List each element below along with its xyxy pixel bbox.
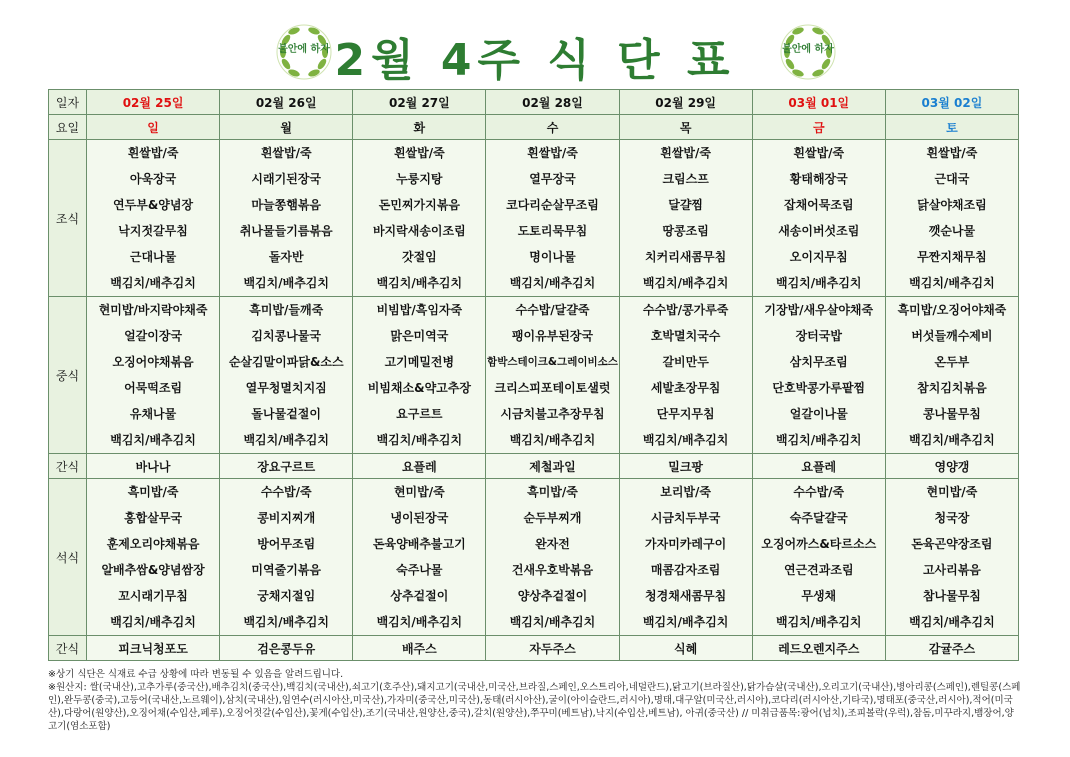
breakfast-cell	[486, 140, 619, 297]
menu-item: 백김치/배추김치	[376, 615, 463, 629]
menu-item: 고사리볶음	[922, 563, 981, 577]
menu-item: 온두부	[934, 355, 970, 369]
lunch-cell	[885, 297, 1018, 454]
menu-item: 흰쌀밥/죽	[527, 146, 578, 160]
menu-item: 열무청멸치지짐	[245, 381, 327, 395]
dinner-cell	[486, 479, 619, 636]
menu-item: 백김치/배추김치	[509, 433, 596, 447]
dinner-cell	[353, 479, 486, 636]
menu-item: 무짠지채무침	[917, 250, 987, 264]
date-cell: 02월 26일	[220, 90, 353, 115]
menu-item: 세발초장무침	[650, 381, 721, 395]
menu-item: 가자미카레구이	[645, 537, 727, 551]
menu-item: 백김치/배추김치	[642, 615, 729, 629]
menu-item: 백김치/배추김치	[642, 276, 729, 290]
menu-item: 백김치/배추김치	[642, 433, 729, 447]
snack1-cell: 영양갱	[885, 454, 1018, 479]
menu-item: 요구르트	[396, 407, 443, 421]
menu-item: 낙지젓갈무침	[118, 224, 188, 238]
date-cell: 03월 01일	[752, 90, 885, 115]
weekday-cell: 일	[87, 115, 220, 140]
menu-item: 시래기된장국	[251, 172, 321, 186]
menu-item: 얼갈이장국	[124, 329, 183, 343]
menu-item: 근대나물	[129, 250, 177, 264]
menu-table	[48, 89, 1019, 661]
menu-item: 오징어까스&타르소스	[761, 537, 877, 551]
menu-item: 흰쌀밥/죽	[793, 146, 845, 160]
menu-item: 장터국밥	[795, 329, 842, 343]
lunch-cell	[353, 297, 486, 454]
notes	[48, 668, 1023, 733]
menu-item: 돌나물겉절이	[251, 407, 321, 421]
menu-item: 백김치/배추김치	[243, 615, 329, 629]
page-title: 2월 4주 식 단 표	[334, 35, 736, 86]
menu-item: 시금치두부국	[650, 511, 721, 525]
menu-item: 백김치/배추김치	[776, 615, 862, 629]
dinner-cell	[619, 479, 752, 636]
breakfast-cell	[87, 140, 220, 297]
menu-item: 순두부찌개	[523, 511, 582, 525]
menu-item: 방어무조림	[257, 537, 316, 551]
breakfast-cell	[885, 140, 1018, 297]
breakfast-cell	[619, 140, 752, 297]
snack1-cell: 장요구르트	[220, 454, 353, 479]
menu-item: 백김치/배추김치	[110, 433, 196, 447]
note-line: ※원산지: 쌀(국내산),고추가루(중국산),배추김치(중국산),백김치(국내산),쇠고기(호주산),돼지고기(국내산,미국산,브라질,스페인,오스트리아,네덜란드),닭고기(브라질산),닭가슴살(국내산),오리고기(국내산),병아리콩(스페인),렌틸콩(스페인),완두콩(중국),고등어(국내산,노르웨이),삼치(국내산),임연수(러시아산,미국산),가자미(중국산,미국산),동태(러시아산),굴이(아이슬란드,러시아),명태,대구알(미국산,러시아),코다리(러시아산,기타국),명태포(중국산,러시아),적어(미국산),다랑어(원양산),오징어채(수입산,페루),오징어젓갈(수입산),꽃게(수입산),조기(국내산,원양산,중국),갈치(원양산),쭈꾸미(베트남),낙지(수입산,베트남), 아귀(중국산) // 미취급품목:광어(넙치),조피볼락(우럭),참돔,미꾸라지,뱀장어,양고기(염소포함)	[48, 682, 1021, 732]
menu-item: 명이나물	[529, 250, 576, 264]
snack2-cell: 자두주스	[486, 636, 619, 661]
snack1-cell: 제철과일	[486, 454, 619, 479]
row-label-day: 요일	[49, 115, 87, 140]
weekday-cell: 목	[619, 115, 752, 140]
row-label-lunch: 중식	[49, 297, 87, 454]
menu-item: 흰쌀밥/죽	[260, 146, 312, 160]
menu-item: 백김치/배추김치	[243, 433, 329, 447]
menu-item: 콩나물무침	[922, 407, 981, 421]
menu-item: 매콤감자조림	[650, 563, 721, 577]
menu-item: 오징어야채볶음	[112, 355, 194, 369]
menu-item: 도토리묵무침	[517, 224, 588, 238]
menu-item: 크리스피포테이토샐럿	[494, 381, 611, 395]
menu-item: 삼치무조림	[789, 355, 848, 369]
menu-item: 알배추쌈&양념쌈장	[101, 563, 205, 577]
weekday-cell: 화	[353, 115, 486, 140]
menu-item: 상추겉절이	[390, 589, 449, 603]
menu-item: 갈비만두	[662, 355, 709, 369]
snack1-cell: 요플레	[752, 454, 885, 479]
menu-item: 아욱장국	[129, 172, 177, 186]
menu-item: 수수밥/죽	[793, 485, 845, 499]
menu-item: 백김치/배추김치	[909, 433, 995, 447]
dinner-cell	[752, 479, 885, 636]
menu-item: 백김치/배추김치	[509, 276, 596, 290]
breakfast-cell	[752, 140, 885, 297]
date-cell: 02월 28일	[486, 90, 619, 115]
menu-item: 수수밥/달걀죽	[515, 303, 590, 317]
menu-item: 숙주나물	[396, 563, 443, 577]
dinner-cell	[885, 479, 1018, 636]
menu-item: 건새우호박볶음	[511, 563, 594, 577]
lunch-cell	[486, 297, 619, 454]
menu-item: 순살김말이파닭&소스	[228, 355, 344, 369]
menu-item: 미역줄기볶음	[251, 563, 321, 577]
menu-item: 단호박콩가루팥찜	[772, 381, 866, 395]
menu-item: 얼갈이나물	[789, 407, 848, 421]
menu-item: 새송이버섯조림	[778, 224, 860, 238]
menu-item: 백김치/배추김치	[776, 276, 862, 290]
menu-item: 김치콩나물국	[251, 329, 321, 343]
menu-item: 훈제오리야채볶음	[106, 537, 200, 551]
menu-item: 열무장국	[529, 172, 576, 186]
snack2-cell: 레드오렌지주스	[752, 636, 885, 661]
menu-item: 버섯들깨수제비	[911, 329, 993, 343]
lunch-cell	[220, 297, 353, 454]
weekday-cell: 토	[885, 115, 1018, 140]
menu-item: 현미밥/바지락야채죽	[98, 303, 208, 317]
snack2-cell: 검은콩두유	[220, 636, 353, 661]
menu-item: 현미밥/죽	[393, 485, 445, 499]
menu-item: 연근견과조림	[783, 563, 854, 577]
menu-item: 참나물무침	[922, 589, 981, 603]
dinner-cell	[87, 479, 220, 636]
menu-item: 백김치/배추김치	[110, 615, 196, 629]
row-label-breakfast: 조식	[49, 140, 87, 297]
weekday-cell: 월	[220, 115, 353, 140]
menu-item: 어묵떡조림	[124, 381, 183, 395]
menu-item: 고기메밀전병	[384, 355, 455, 369]
snack1-cell: 바나나	[87, 454, 220, 479]
menu-item: 닭살야채조림	[917, 198, 987, 212]
menu-item: 바지락새송이조림	[372, 224, 466, 238]
row-label-snack1: 간식	[49, 454, 87, 479]
menu-item: 흰쌀밥/죽	[926, 146, 978, 160]
menu-item: 기장밥/새우살야채죽	[764, 303, 874, 317]
menu-item: 오이지무침	[789, 250, 848, 264]
date-cell: 03월 02일	[885, 90, 1018, 115]
row-label-dinner: 석식	[49, 479, 87, 636]
logo-text: 불안에 하자	[278, 44, 330, 55]
weekday-cell: 금	[752, 115, 885, 140]
snack2-cell: 식혜	[619, 636, 752, 661]
logo-left	[274, 22, 334, 82]
lunch-cell	[752, 297, 885, 454]
menu-item: 함박스테이크&그레이비소스	[487, 356, 618, 368]
menu-item: 수수밥/죽	[260, 485, 312, 499]
logo-right	[778, 22, 838, 82]
menu-item: 참치김치볶음	[917, 381, 987, 395]
menu-item: 흰쌀밥/죽	[660, 146, 712, 160]
menu-item: 치커리새콤무침	[645, 250, 727, 264]
menu-item: 돈육양배추불고기	[372, 537, 466, 551]
menu-item: 근대국	[934, 172, 970, 186]
menu-item: 비빔채소&약고추장	[367, 381, 471, 395]
menu-item: 유채나물	[129, 407, 177, 421]
menu-item: 잡채어묵조림	[783, 198, 854, 212]
breakfast-cell	[220, 140, 353, 297]
lunch-cell	[87, 297, 220, 454]
menu-item: 호박멸치국수	[650, 329, 721, 343]
menu-item: 흑미밥/죽	[527, 485, 578, 499]
menu-item: 마늘쫑햄볶음	[251, 198, 321, 212]
menu-item: 팽이유부된장국	[511, 329, 594, 343]
menu-item: 코다리순살무조림	[506, 198, 599, 212]
menu-item: 백김치/배추김치	[909, 276, 995, 290]
menu-item: 흰쌀밥/죽	[393, 146, 445, 160]
snack1-cell: 밀크팡	[619, 454, 752, 479]
menu-item: 흰쌀밥/죽	[127, 146, 179, 160]
menu-item: 돈육곤약장조림	[911, 537, 993, 551]
menu-item: 백김치/배추김치	[376, 276, 463, 290]
date-cell: 02월 29일	[619, 90, 752, 115]
menu-item: 갓절임	[401, 250, 437, 264]
menu-item: 단무지무침	[656, 407, 715, 421]
menu-item: 누룽지탕	[396, 172, 443, 186]
date-cell: 02월 25일	[87, 90, 220, 115]
menu-item: 흑미밥/들깨죽	[249, 303, 324, 317]
menu-item: 땅콩조림	[662, 224, 709, 238]
breakfast-cell	[353, 140, 486, 297]
menu-item: 맑은미역국	[390, 329, 449, 343]
menu-item: 궁채지절임	[257, 589, 316, 603]
menu-item: 백김치/배추김치	[243, 276, 329, 290]
menu-item: 양상추겉절이	[517, 589, 588, 603]
menu-item: 백김치/배추김치	[376, 433, 463, 447]
menu-item: 숙주달걀국	[789, 511, 848, 525]
menu-item: 냉이된장국	[390, 511, 449, 525]
menu-item: 현미밥/죽	[926, 485, 978, 499]
menu-item: 청국장	[934, 511, 970, 525]
menu-item: 흑미밥/죽	[127, 485, 179, 499]
menu-item: 꼬시래기무침	[118, 589, 188, 603]
logo-text: 불안에 하자	[782, 44, 834, 55]
note-line: ※상기 식단은 식재료 수급 상황에 따라 변동될 수 있음을 알려드립니다.	[48, 669, 344, 680]
snack1-cell: 요플레	[353, 454, 486, 479]
weekday-cell: 수	[486, 115, 619, 140]
menu-item: 흑미밥/오징어야채죽	[897, 303, 1007, 317]
menu-item: 홍합살무국	[124, 511, 183, 525]
lunch-cell	[619, 297, 752, 454]
menu-item: 완자전	[535, 537, 570, 551]
menu-item: 취나물들기름볶음	[239, 224, 333, 238]
menu-item: 연두부&양념장	[113, 198, 194, 212]
menu-item: 황태해장국	[789, 172, 848, 186]
menu-item: 수수밥/콩가루죽	[642, 303, 729, 317]
menu-item: 달걀찜	[668, 198, 704, 212]
menu-item: 콩비지찌개	[257, 511, 316, 525]
dinner-cell	[220, 479, 353, 636]
menu-item: 비빔밥/흑임자죽	[376, 303, 463, 317]
menu-item: 백김치/배추김치	[509, 615, 596, 629]
menu-item: 무생채	[801, 589, 837, 603]
row-label-date: 일자	[49, 90, 87, 115]
snack2-cell: 감귤주스	[885, 636, 1018, 661]
menu-item: 시금치불고추장무침	[500, 407, 605, 421]
snack2-cell: 배주스	[353, 636, 486, 661]
menu-item: 돈민찌가지볶음	[378, 198, 460, 212]
date-cell: 02월 27일	[353, 90, 486, 115]
menu-item: 청경채새콤무침	[645, 589, 727, 603]
menu-item: 백김치/배추김치	[776, 433, 862, 447]
menu-item: 크림스프	[662, 172, 709, 186]
menu-item: 깻순나물	[928, 224, 976, 238]
menu-item: 백김치/배추김치	[110, 276, 196, 290]
menu-item: 돌자반	[268, 250, 304, 264]
menu-item: 보리밥/죽	[660, 485, 712, 499]
row-label-snack2: 간식	[49, 636, 87, 661]
menu-item: 백김치/배추김치	[909, 615, 995, 629]
snack2-cell: 피크닉청포도	[87, 636, 220, 661]
